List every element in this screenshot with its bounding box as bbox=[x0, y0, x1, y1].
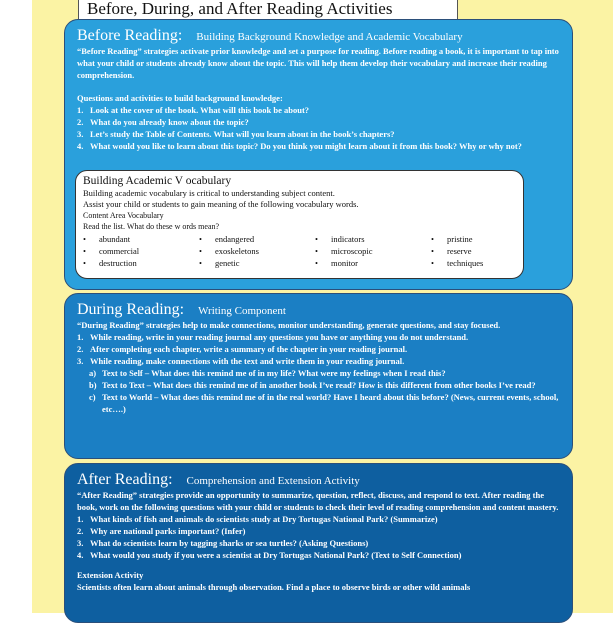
before-reading-title: Before Reading: bbox=[77, 27, 183, 44]
during-reading-title: During Reading: bbox=[77, 301, 185, 318]
during-questions-list bbox=[77, 331, 562, 367]
during-reading-panel bbox=[64, 293, 573, 459]
list-item: 3. What do scientists learn by tagging sharks or sea turtles? (Asking Questions) bbox=[77, 538, 369, 549]
extension-activity-title: Extension Activity bbox=[77, 570, 144, 581]
page-title: Before, During, and After Reading Activities bbox=[78, 0, 458, 21]
vocab-word: • microscopic bbox=[315, 246, 373, 256]
list-item: 4. What would you study if you were a scientist at Dry Tortugas National Park? (Text to Self Connection) bbox=[77, 550, 462, 561]
before-reading-subtitle: Building Background Knowledge and Academic Vocabulary bbox=[196, 31, 463, 43]
vocabulary-line-2: Assist your child or students to gain meaning of the following vocabulary words. bbox=[83, 199, 359, 209]
vocabulary-line-4: Read the list. What do these w ords mean? bbox=[83, 222, 220, 231]
vocab-word: • monitor bbox=[315, 258, 358, 268]
after-questions-list bbox=[77, 513, 562, 561]
vocab-word: • genetic bbox=[199, 258, 240, 268]
vocabulary-title: Building Academic V ocabulary bbox=[83, 175, 232, 187]
list-item: 2. Why are national parks important? (Infer) bbox=[77, 526, 246, 537]
during-reading-heading bbox=[77, 300, 562, 319]
list-item: 1. While reading, write in your reading journal any questions you have or anything you do not understand. bbox=[77, 332, 469, 343]
before-questions-heading: Questions and activities to build background knowledge: bbox=[77, 93, 283, 104]
before-reading-intro: “Before Reading” strategies activate prior knowledge and set a purpose for reading. Before reading a book, it is important to tap into what your child or students already know about the topic. This will help them develop their vocabulary and increase their reading comprehension. bbox=[77, 46, 559, 81]
list-item: 1. Look at the cover of the book. What will this book be about? bbox=[77, 105, 310, 116]
list-item: 1. What kinds of fish and animals do scientists study at Dry Tortugas National Park? (Summarize) bbox=[77, 514, 438, 525]
list-item: c) Text to World – What does this remind me of in the real world? Have I heard about this before? (News, current events, school, etc….) bbox=[89, 392, 559, 415]
vocab-word: • endangered bbox=[199, 234, 255, 244]
before-reading-heading bbox=[77, 26, 562, 45]
during-reading-intro: “During Reading” strategies help to make connections, monitor understanding, generate questions, and stay focused. bbox=[77, 320, 501, 331]
vocab-word: • abundant bbox=[83, 234, 131, 244]
extension-activity-text: Scientists often learn about animals through observation. Find a place to observe birds or other wild animals bbox=[77, 582, 471, 593]
vocabulary-box bbox=[75, 170, 524, 279]
list-item: 2. After completing each chapter, write a summary of the chapter in your reading journal. bbox=[77, 344, 408, 355]
vocab-word: • indicators bbox=[315, 234, 365, 244]
vocabulary-word-grid bbox=[83, 233, 515, 269]
list-item: 3. While reading, make connections with the text and write them in your reading journal. bbox=[77, 356, 405, 367]
vocab-word: • reserve bbox=[431, 246, 472, 256]
vocab-word: • pristine bbox=[431, 234, 473, 244]
after-reading-panel bbox=[64, 463, 573, 623]
after-reading-intro: “After Reading” strategies provide an opportunity to summarize, question, reflect, discuss, and respond to text. After reading the book, work on the following questions with your child or students to check their level of reading comprehension and content mastery. bbox=[77, 490, 559, 513]
list-item: a) Text to Self – What does this remind me of in my life? What were my feelings when I read this? bbox=[89, 368, 446, 379]
list-item: 2. What do you already know about the topic? bbox=[77, 117, 249, 128]
vocabulary-line-1: Building academic vocabulary is critical to understanding subject content. bbox=[83, 188, 335, 198]
after-reading-subtitle: Comprehension and Extension Activity bbox=[186, 475, 360, 487]
vocabulary-line-3: Content Area Vocabulary bbox=[83, 211, 164, 220]
vocab-word: • commercial bbox=[83, 246, 140, 256]
after-reading-heading bbox=[77, 470, 562, 489]
vocab-word: • techniques bbox=[431, 258, 484, 268]
list-item: 3. Let’s study the Table of Contents. What will you learn about in the book’s chapters? bbox=[77, 129, 395, 140]
after-reading-title: After Reading: bbox=[77, 471, 173, 488]
vocab-word: • exoskeletons bbox=[199, 246, 259, 256]
during-reading-subtitle: Writing Component bbox=[198, 305, 286, 317]
before-questions-list bbox=[77, 104, 562, 152]
list-item: 4. What would you like to learn about this topic? Do you think you might learn about it from this book? Why or why not? bbox=[77, 141, 522, 152]
vocab-word: • destruction bbox=[83, 258, 137, 268]
during-subquestions-list bbox=[77, 367, 562, 415]
list-item: b) Text to Text – What does this remind me of in another book I’ve read? How is this different from other books I’ve read? bbox=[89, 380, 536, 391]
